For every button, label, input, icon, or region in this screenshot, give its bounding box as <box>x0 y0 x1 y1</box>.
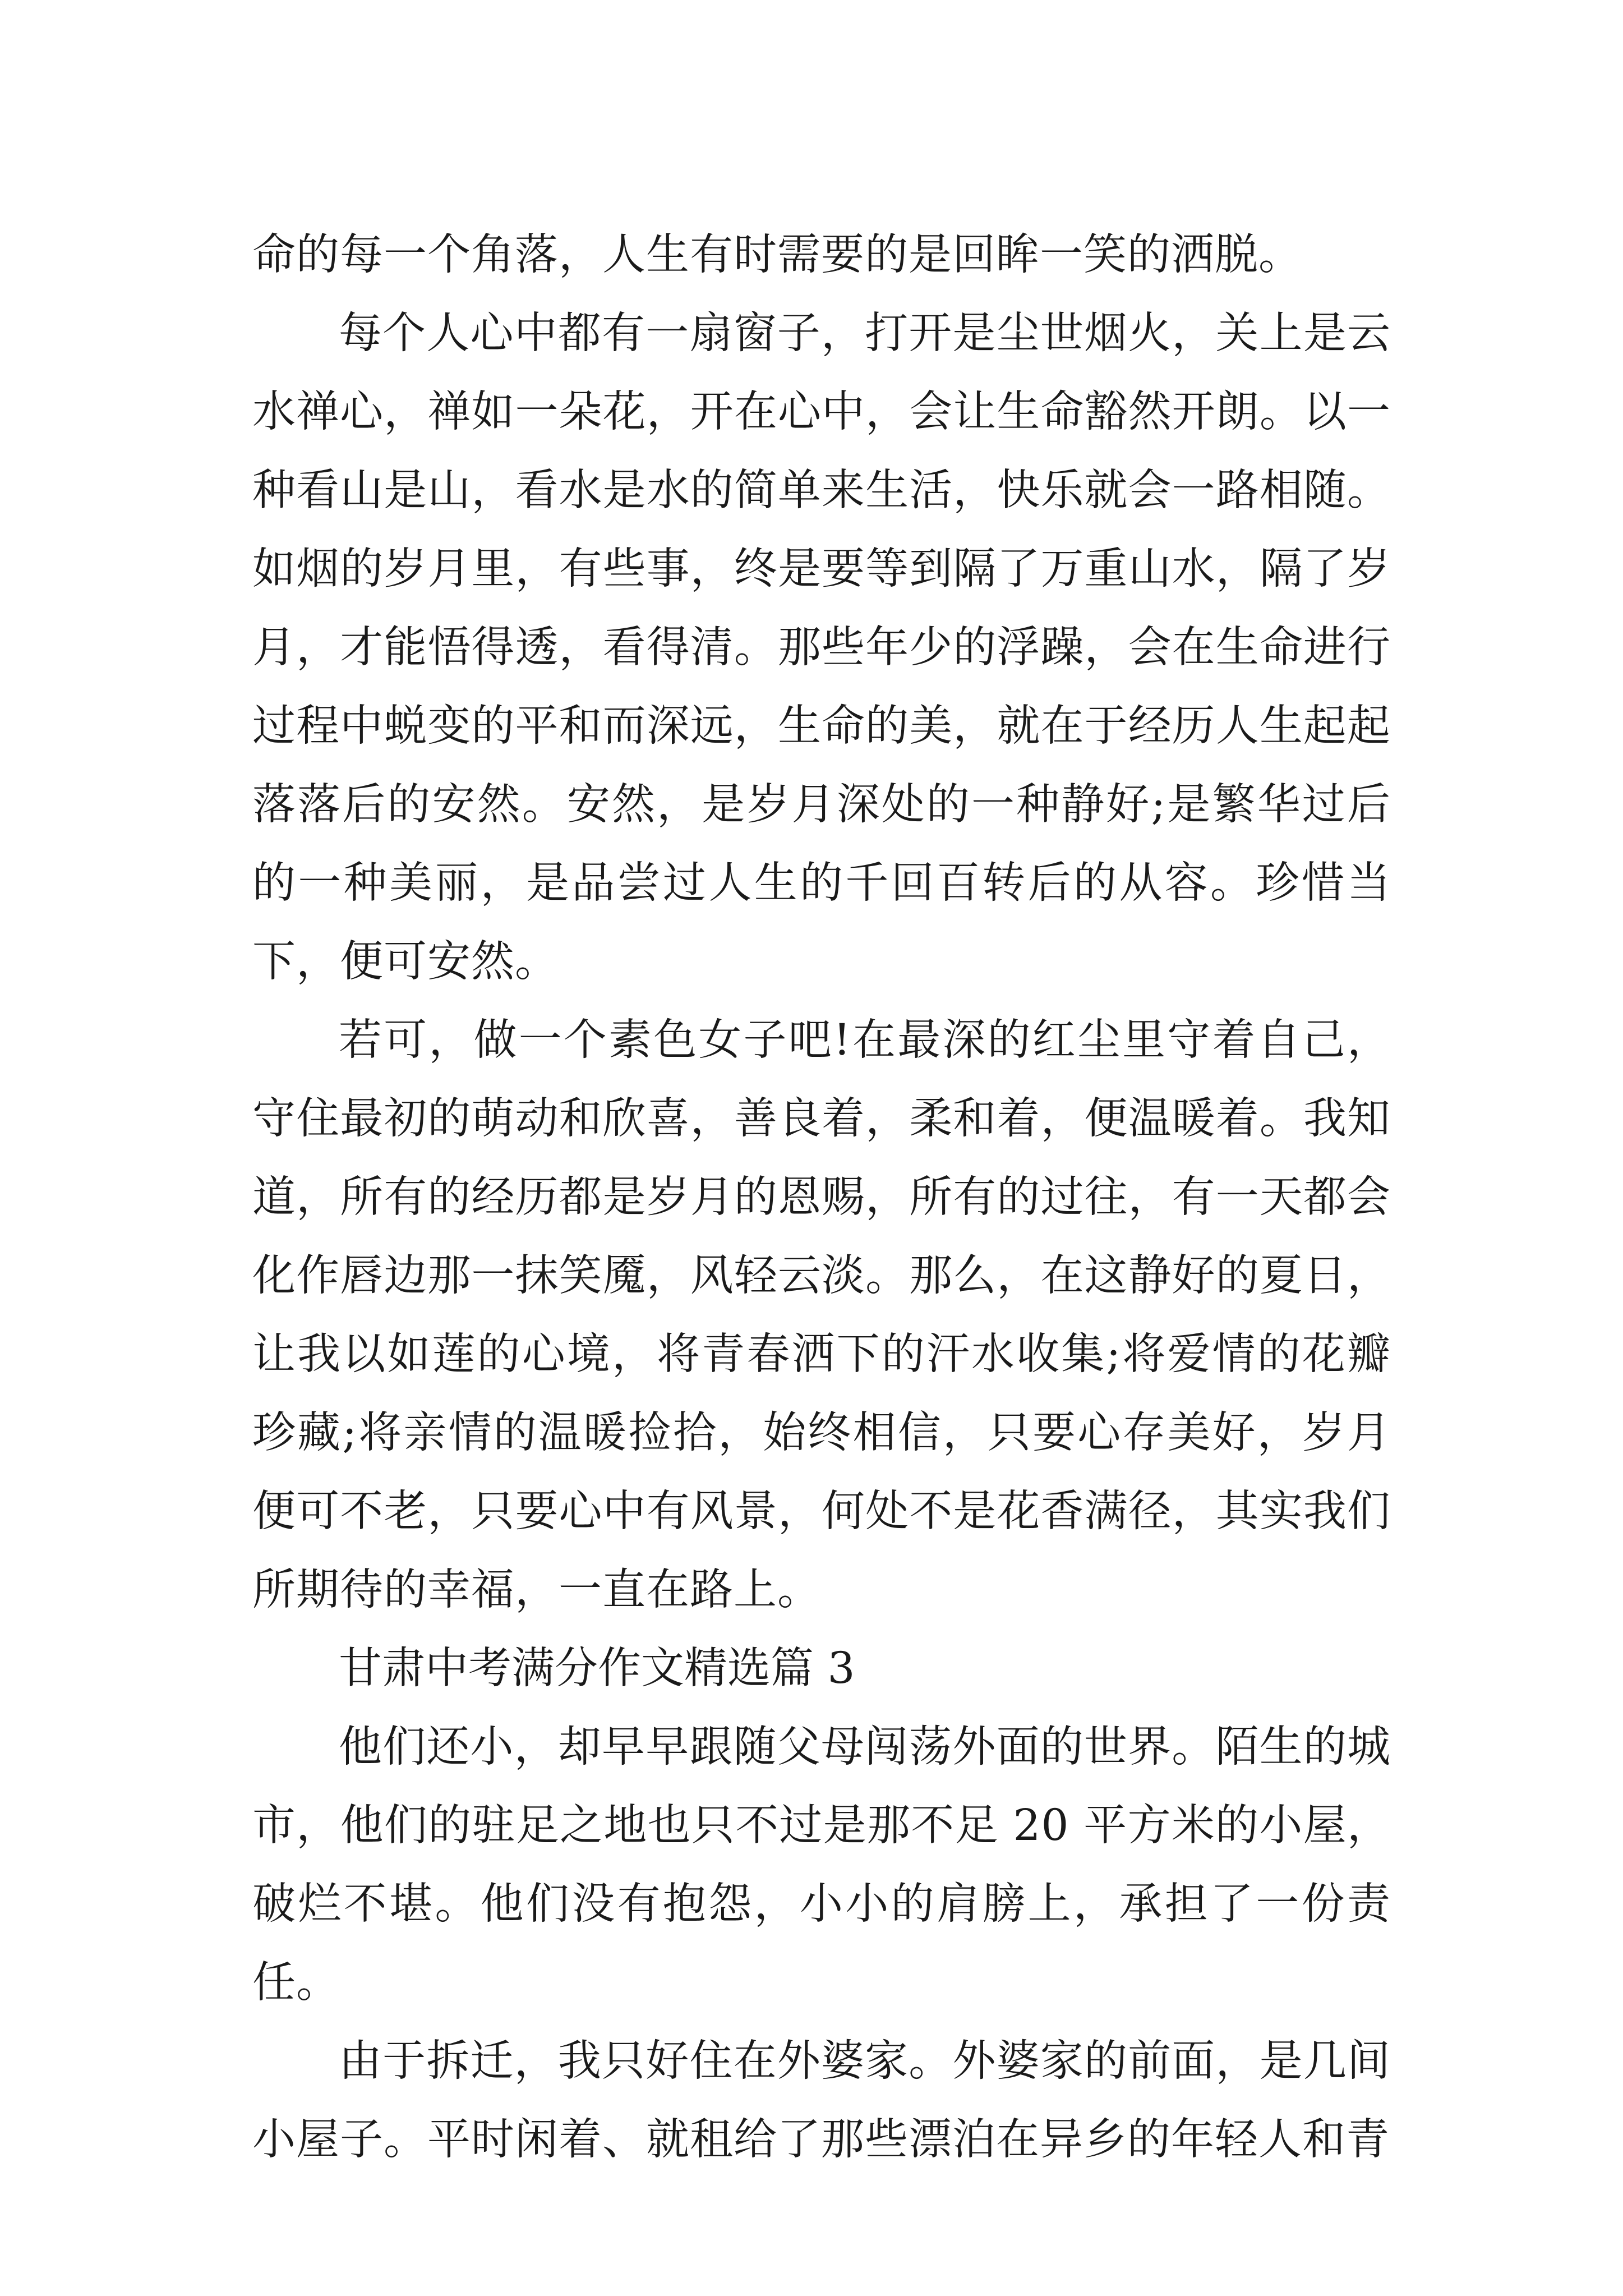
paragraph-continuation: 命的每一个角落，人生有时需要的是回眸一笑的洒脱。 <box>252 230 1302 280</box>
paragraph-window: 每个人心中都有一扇窗子，打开是尘世烟火，关上是云水禅心，禅如一朵花，开在心中，会让生命豁然开朗。以一种看山是山，看水是水的简单来生活，快乐就会一路相随。如烟的岁月里，有些事，终是要等到隔了万重山水，隔了岁月，才能悟得透，看得清。那些年少的浮躁，会在生命进行过程中蜕变的平和而深远，生命的美，就在于经历人生起起落落后的安然。安然，是岁月深处的一种静好;是繁华过后的一种美丽，是品尝过人生的千回百转后的从容。珍惜当下，便可安然。 <box>252 309 1391 987</box>
section-heading: 甘肃中考满分作文精选篇 3 <box>339 1644 855 1694</box>
text-column <box>252 216 1391 2179</box>
paragraph-relocation: 由于拆迁，我只好住在外婆家。外婆家的前面，是几间小屋子。平时闲着、就租给了那些漂泊在异乡的年轻人和青 <box>252 2036 1391 2165</box>
paragraph-children: 他们还小，却早早跟随父母闯荡外面的世界。陌生的城市，他们的驻足之地也只不过是那不足 20 平方米的小屋，破烂不堪。他们没有抱怨，小小的肩膀上，承担了一份责任。 <box>252 1722 1391 2008</box>
paragraph-plain-woman: 若可，做一个素色女子吧!在最深的红尘里守着自己，守住最初的萌动和欣喜，善良着，柔和着，便温暖着。我知道，所有的经历都是岁月的恩赐，所有的过往，有一天都会化作唇边那一抹笑魇，风轻云淡。那么，在这静好的夏日，让我以如莲的心境，将青春洒下的汗水收集;将爱情的花瓣珍藏;将亲情的温暖捡拾，始终相信，只要心存美好，岁月便可不老，只要心中有风景，何处不是花香满径，其实我们所期待的幸福，一直在路上。 <box>252 1015 1391 1615</box>
